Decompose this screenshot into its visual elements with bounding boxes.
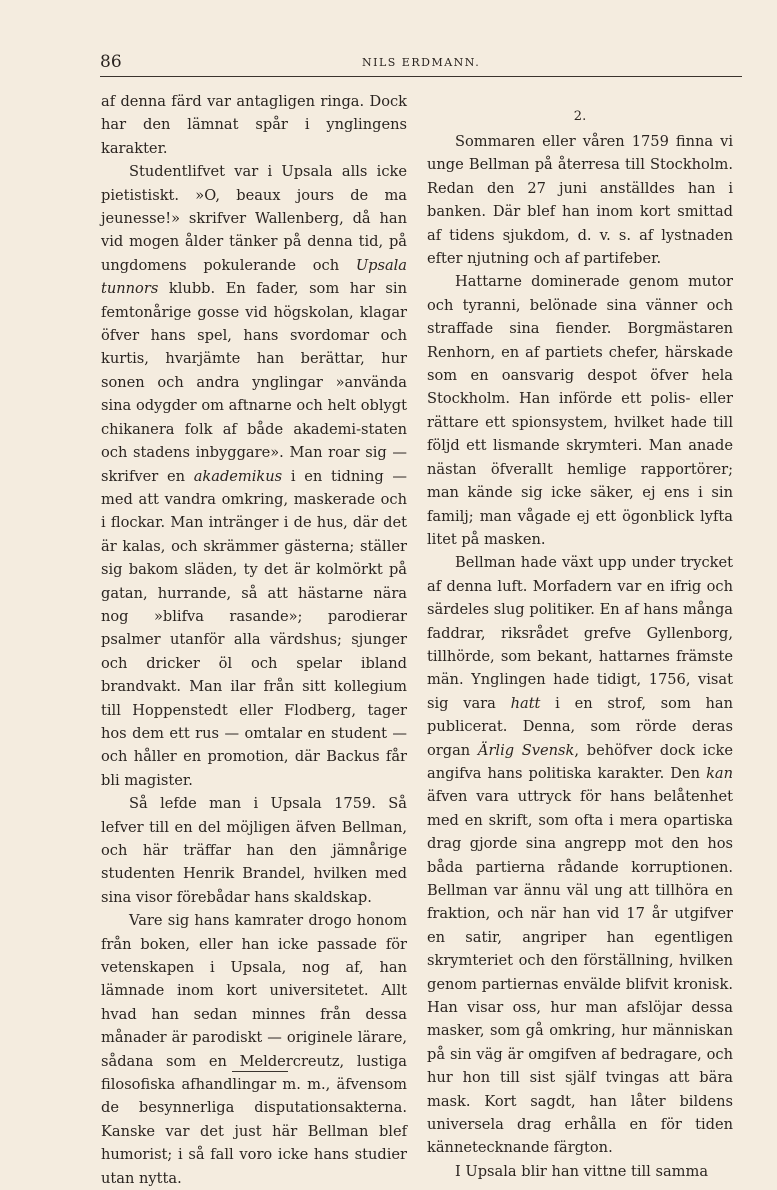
page-header [100,52,742,78]
running-title: NILS ERDMANN. [362,56,481,69]
italic-term: akademikus [193,467,283,485]
paragraph: Sommaren eller våren 1759 finna vi unge Bellman på återresa till Stockholm. Redan den 27 juni anställdes han i banken. Där blef han inom kort smittad af tidens sjukdom, d. v. s. af lystnaden efter njutning och af partifeber. [427,133,733,268]
italic-term: Upsala tunnors [101,256,408,298]
page-number: 86 [100,52,122,72]
right-column [427,90,733,1183]
paragraph: Hattarne dominerade genom mutor och tyranni, belönade sina vänner och straffade sina fiender. Borgmästaren Renhorn, en af partiets chefer, härskade som en oansvarig despot öfver hela Stockholm. Han införde ett polis- eller rättare ett spionsystem, hvilket hade till följd ett lismande skrymteri. Man anade nästan öfverallt hemlige rapportörer; man kände sig icke säker, ej ens i sin familj; man vågade ej ett ögonblick lyfta litet på masken. [427,273,733,548]
italic-term: hatt [510,694,541,712]
left-column [101,90,407,1190]
paragraph: Vare sig hans kamrater drogo honom från boken, eller han icke passade för vetenskapen i Upsala, nog af, han lämnade inom kort universitetet. Allt hvad han sedan minnes från dessa månader är parodiskt — originele lärare, sådana som en Meldercreutz, lustiga filosofiska afhandlingar m. m., äfvensom de besynnerliga disputationsakterna. Kanske var det just här Bellman blef humorist; i så fall voro icke hans studier utan nytta. [101,912,407,1187]
paragraph: Studentlifvet var i Upsala alls icke pietistiskt. »O, beaux jours de ma jeunesse!» skrifver Wallenberg, då han vid mogen ålder tänker på denna tid, på ungdomens pokulerande och Upsala tunnors klubb. En fader, som har sin femtonårige gosse vid högskolan, klagar öfver hans spel, hans svordomar och kurtis, hvarjämte han berättar, hur sonen och andra ynglingar »använda sina odygder om aftnarne och helt oblygt chikanera folk af både akademi-staten och stadens inbyggare». Man roar sig — skrifver en akademikus i en tidning — med att vandra omkring, maskerade och i flockar. Man intränger i de hus, där det är kalas, och skrämmer gästerna; ställer sig bakom släden, ty det är kolmörkt på gatan, hurrande, så att hästarne nära nog »blifva rasande»; parodierar psalmer utanför alla värdshus; sjunger och dricker öl och spelar ibland brandvakt. Man ilar från sitt kollegium till Hoppenstedt eller Flodberg, tager hos dem ett rus — omtalar en student — och håller en promotion, där Backus får bli magister. [101,163,408,789]
paragraph: af denna färd var antagligen ringa. Dock har den lämnat spår i ynglingens karakter. [101,93,407,157]
italic-term: kan [706,764,734,782]
paragraph: I Upsala blir han vittne till samma [455,1162,709,1180]
paragraph: Så lefde man i Upsala 1759. Så lefver till en del möjligen äfven Bellman, och här träffar han den jämnårige studenten Henrik Brandel, hvilken med sina visor förebådar hans skaldskap. [101,795,407,906]
header-rule [100,76,742,77]
section-end-rule [232,1071,288,1072]
paragraph: Bellman hade växt upp under trycket af denna luft. Morfadern var en ifrig och särdeles slug politiker. En af hans många faddrar, riksrådet grefve Gyllenborg, tillhörde, som bekant, hattarnes främste män. Ynglingen hade tidigt, 1756, visat sig vara hatt i en strof, som han publicerat. Denna, som rörde deras organ Ärlig Svensk, behöfver dock icke angifva hans politiska karakter. Den kan äfven vara uttryck för hans belåtenhet med en skrift, som ofta i mera opartiska drag gjorde sina angrepp mot den hos båda partierna rådande korruptionen. Bellman var ännu väl ung att tillhöra en fraktion, och när han vid 17 år utgifver en satir, angriper han egentligen skrymteriet och den förställning, hvilken genom partiernas envälde blifvit kronisk. Han visar oss, hur man afslöjar dessa masker, som gå omkring, hur människan på sin väg är omgifven af bedragare, och hur hon till sist själf tvingas att bära mask. Kort sagdt, han låter bildens universela drag erhålla en för tiden kännetecknande färgton. [427,554,734,1157]
italic-term: Ärlig Svensk [477,741,575,759]
section-number: 2. [573,109,587,124]
